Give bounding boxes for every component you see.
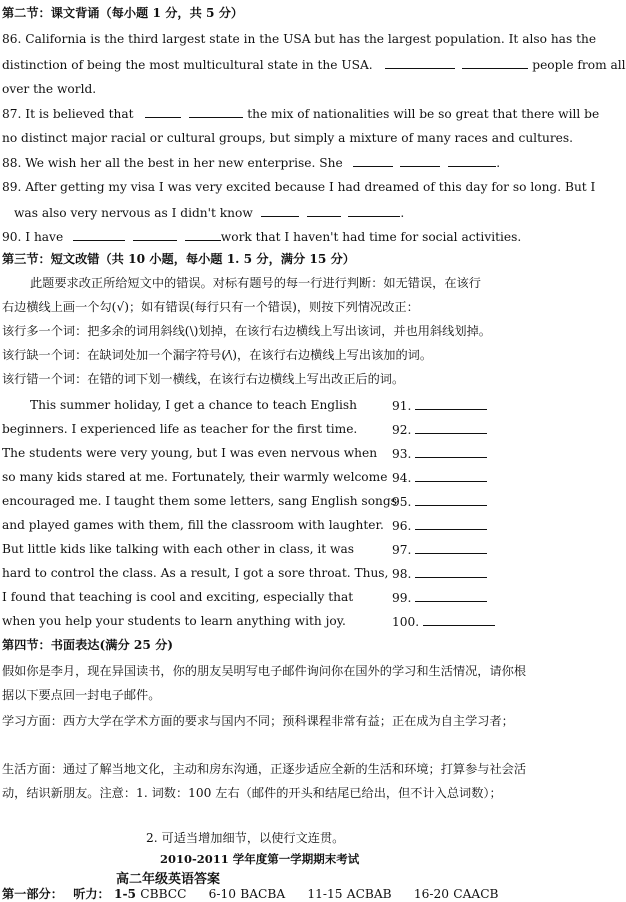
range-label: 1-5: [114, 887, 137, 901]
exam-title: 2010-2011 学年度第一学期期末考试: [160, 852, 360, 866]
listening-label: 听力：: [73, 887, 110, 901]
writing-prompt-p1: 假如你是李月，现在异国读书，你的朋友吴明写电子邮件询问你在国外的学习和生活情况，请你根据以下要点回一封电子邮件。: [2, 664, 527, 702]
q87-text-b: the mix of nationalities will be so great that there will be: [247, 107, 600, 121]
q89-line1: 89. After getting my visa I was very excited because I had dreamed of this day for so long. But I: [2, 180, 596, 194]
answer-number: 97.: [392, 543, 412, 557]
section4-heading: 第四节：书面表达(满分 25 分): [2, 638, 174, 652]
answer-slot-93: [392, 446, 487, 461]
passage-line: encouraged me. I taught them some letters, sang English songs: [2, 494, 397, 508]
q90-line: [2, 229, 521, 244]
answer-slot-94: [392, 470, 487, 485]
passage-line: hard to control the class. As a result, I got a sore throat. Thus,: [2, 566, 389, 580]
q89-period: .: [400, 206, 405, 220]
answer-blank-93[interactable]: [415, 446, 487, 458]
q88-blank-3[interactable]: [448, 155, 496, 167]
q89-blank-3[interactable]: [348, 205, 400, 217]
q87-text-a: 87. It is believed that: [2, 107, 134, 121]
writing-prompt-p4: 2. 可适当增加细节，以使行文连贯。: [146, 831, 345, 845]
passage-line: I found that teaching is cool and exciting, especially that: [2, 590, 354, 604]
q86-line1: 86. California is the third largest state in the USA but has the largest population. It also has the: [2, 32, 597, 46]
q86-line2: [2, 57, 626, 72]
section2-heading: 第二节：课文背诵（每小题 1 分，共 5 分）: [2, 6, 244, 20]
q88-line: [2, 155, 500, 170]
q88-blank-2[interactable]: [400, 155, 440, 167]
range-label: 16-20: [413, 887, 450, 901]
writing-prompt-p2: 学习方面：西方大学在学术方面的要求与国内不同；预科课程非常有益；正在成为自主学习者；: [2, 714, 514, 728]
answer-slot-95: [392, 494, 487, 509]
q89-text-b: was also very nervous as I didn't know: [14, 206, 253, 220]
q89-blank-1[interactable]: [261, 205, 299, 217]
q90-blank-3[interactable]: [185, 229, 221, 241]
answer-blank-91[interactable]: [415, 398, 487, 410]
answer-slot-100: [392, 614, 495, 629]
answer-slot-98: [392, 566, 487, 581]
answer-slot-99: [392, 590, 487, 605]
section3-intro-2: 右边横线上画一个勾(√)；如有错误(每行只有一个错误)，则按下列情况改正：: [2, 300, 419, 314]
answer-slot-92: [392, 422, 487, 437]
answer-number: 95.: [392, 495, 412, 509]
answer-number: 98.: [392, 567, 412, 581]
listening-answers-4: CAACB: [453, 887, 499, 901]
q90-blank-1[interactable]: [73, 229, 125, 241]
passage-line: when you help your students to learn anything with joy.: [2, 614, 346, 628]
answer-number: 100.: [392, 615, 420, 629]
q89-line2: [14, 205, 404, 220]
q86-blank-2[interactable]: [462, 57, 528, 69]
q86-blank-1[interactable]: [385, 57, 455, 69]
q90-text-a: 90. I have: [2, 230, 64, 244]
part1-label: 第一部分：: [2, 887, 63, 901]
answer-number: 99.: [392, 591, 412, 605]
answer-slot-96: [392, 518, 487, 533]
q88-text-a: 88. We wish her all the best in her new enterprise. She: [2, 156, 343, 170]
q86-text-b: distinction of being the most multicultural state in the USA.: [2, 58, 373, 72]
listening-answers-3: ACBAB: [346, 887, 392, 901]
answer-number: 96.: [392, 519, 412, 533]
answer-key-title: 高二年级英语答案: [116, 872, 221, 887]
q88-period: .: [496, 156, 501, 170]
answer-slot-91: [392, 398, 487, 413]
section3-heading: 第三节：短文改错（共 10 小题，每小题 1. 5 分，满分 15 分）: [2, 252, 355, 266]
q90-text-b: work that I haven't had time for social activities.: [220, 230, 522, 244]
section3-intro-1: 此题要求改正所给短文中的错误。对标有题号的每一行进行判断：如无错误，在该行: [30, 276, 481, 290]
listening-answers-1: CBBCC: [140, 887, 187, 901]
q86-text-c: people from all: [532, 58, 626, 72]
answer-blank-95[interactable]: [415, 494, 487, 506]
answer-number: 91.: [392, 399, 412, 413]
passage-line: beginners. I experienced life as teacher for the first time.: [2, 422, 358, 436]
q89-blank-2[interactable]: [307, 205, 341, 217]
answer-blank-94[interactable]: [415, 470, 487, 482]
writing-prompt-p3: 生活方面：通过了解当地文化，主动和房东沟通，正逐步适应全新的生活和环境；打算参与社会活动，结识新朋友。注意：1. 词数：100 左右（邮件的开头和结尾已给出，但不计入总词数）；: [2, 762, 527, 800]
q87-line1: [2, 106, 599, 121]
answer-blank-97[interactable]: [415, 542, 487, 554]
answer-blank-96[interactable]: [415, 518, 487, 530]
passage-line: and played games with them, fill the classroom with laughter.: [2, 518, 384, 532]
answer-blank-92[interactable]: [415, 422, 487, 434]
answer-number: 94.: [392, 471, 412, 485]
q86-line3: over the world.: [2, 82, 97, 96]
section3-rule-2: 该行缺一个词：在缺词处加一个漏字符号(⁄\)，在该行右边横线上写出该加的词。: [2, 348, 433, 362]
q87-blank-2[interactable]: [189, 106, 243, 118]
passage-line: This summer holiday, I get a chance to teach English: [30, 398, 357, 412]
q90-blank-2[interactable]: [133, 229, 177, 241]
answer-blank-99[interactable]: [415, 590, 487, 602]
passage-line: so many kids stared at me. Fortunately, their warmly welcome: [2, 470, 388, 484]
listening-answers-2: BACBA: [240, 887, 286, 901]
section3-rule-3: 该行错一个词：在错的词下划一横线，在该行右边横线上写出改正后的词。: [2, 372, 405, 386]
answer-number: 93.: [392, 447, 412, 461]
answer-key-part1: [2, 885, 498, 902]
answer-number: 92.: [392, 423, 412, 437]
passage-line: The students were very young, but I was even nervous when: [2, 446, 378, 460]
range-label: 6-10: [208, 887, 237, 901]
q88-blank-1[interactable]: [353, 155, 393, 167]
q87-blank-1[interactable]: [145, 106, 181, 118]
section3-rule-1: 该行多一个词：把多余的词用斜线(\)划掉，在该行右边横线上写出该词，并也用斜线划掉。: [2, 324, 491, 338]
answer-blank-98[interactable]: [415, 566, 487, 578]
answer-slot-97: [392, 542, 487, 557]
q87-line2: no distinct major racial or cultural groups, but simply a mixture of many races and cultures.: [2, 131, 573, 145]
range-label: 11-15: [307, 887, 343, 901]
passage-line: But little kids like talking with each other in class, it was: [2, 542, 354, 556]
answer-blank-100[interactable]: [423, 614, 495, 626]
